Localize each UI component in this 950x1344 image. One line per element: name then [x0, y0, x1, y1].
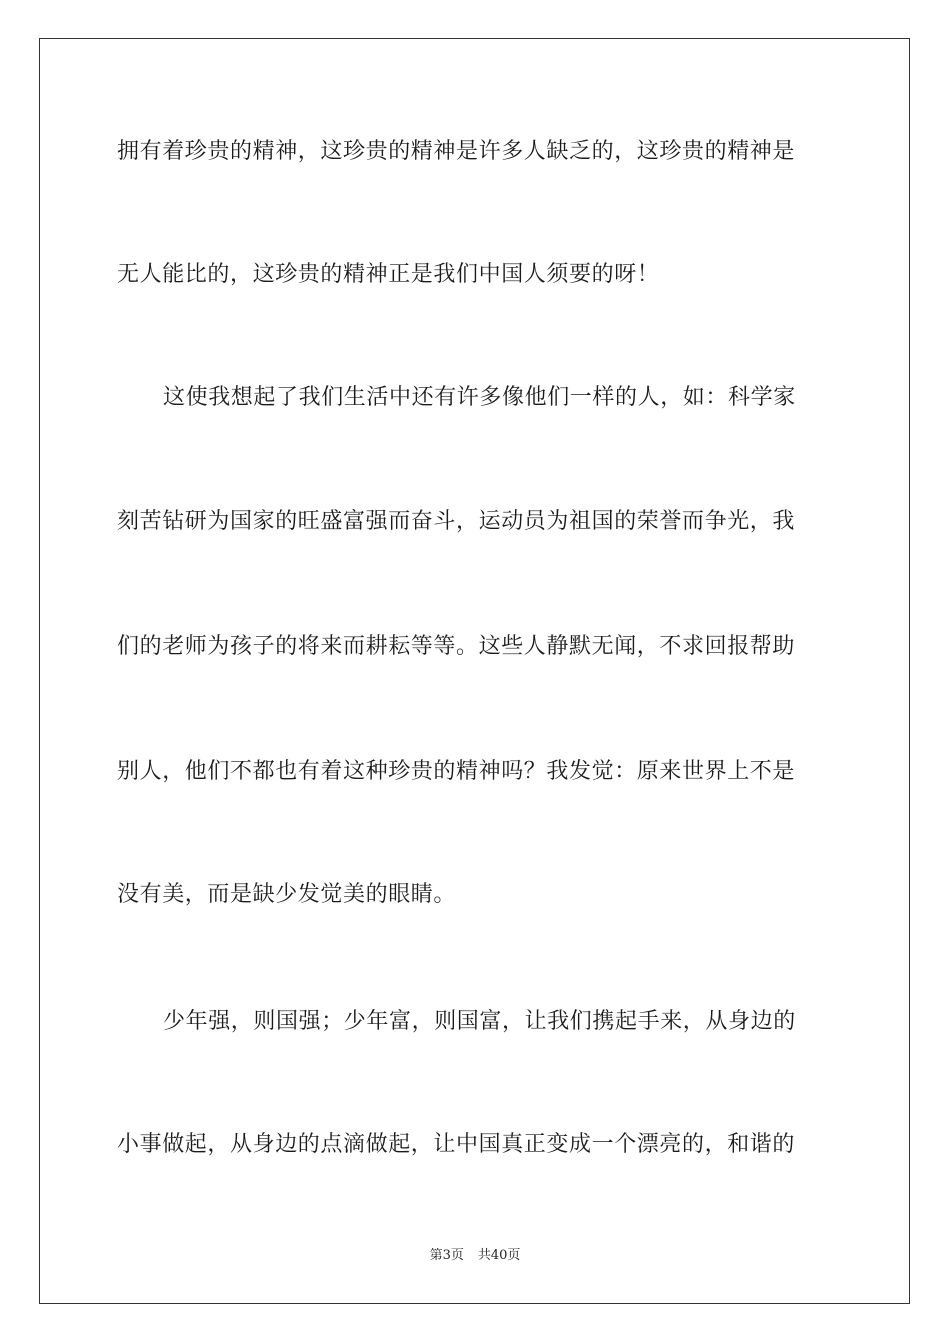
page-number: 第3页 [429, 1248, 464, 1263]
body-line: 小事做起，从身边的点滴做起，让中国真正变成一个漂亮的，和谐的 [117, 1132, 796, 1157]
paragraph-first-line: 这使我想起了我们生活中还有许多像他们一样的人，如：科学家 [163, 385, 796, 410]
body-line: 们的老师为孩子的将来而耕耘等等。这些人静默无闻，不求回报帮助 [117, 634, 796, 659]
paragraph-first-line: 少年强，则国强；少年富，则国富，让我们携起手来，从身边的 [163, 1009, 796, 1034]
page-total: 共40页 [477, 1248, 521, 1263]
page-footer [0, 1247, 950, 1265]
page-frame [39, 38, 910, 1304]
body-line: 无人能比的，这珍贵的精神正是我们中国人须要的呀！ [117, 262, 660, 287]
body-line: 拥有着珍贵的精神，这珍贵的精神是许多人缺乏的，这珍贵的精神是 [117, 139, 796, 164]
body-line: 刻苦钻研为国家的旺盛富强而奋斗，运动员为祖国的荣誉而争光，我 [117, 509, 796, 534]
body-line: 没有美，而是缺少发觉美的眼睛。 [117, 882, 457, 907]
body-line: 别人，他们不都也有着这种珍贵的精神吗？我发觉：原来世界上不是 [117, 759, 796, 784]
